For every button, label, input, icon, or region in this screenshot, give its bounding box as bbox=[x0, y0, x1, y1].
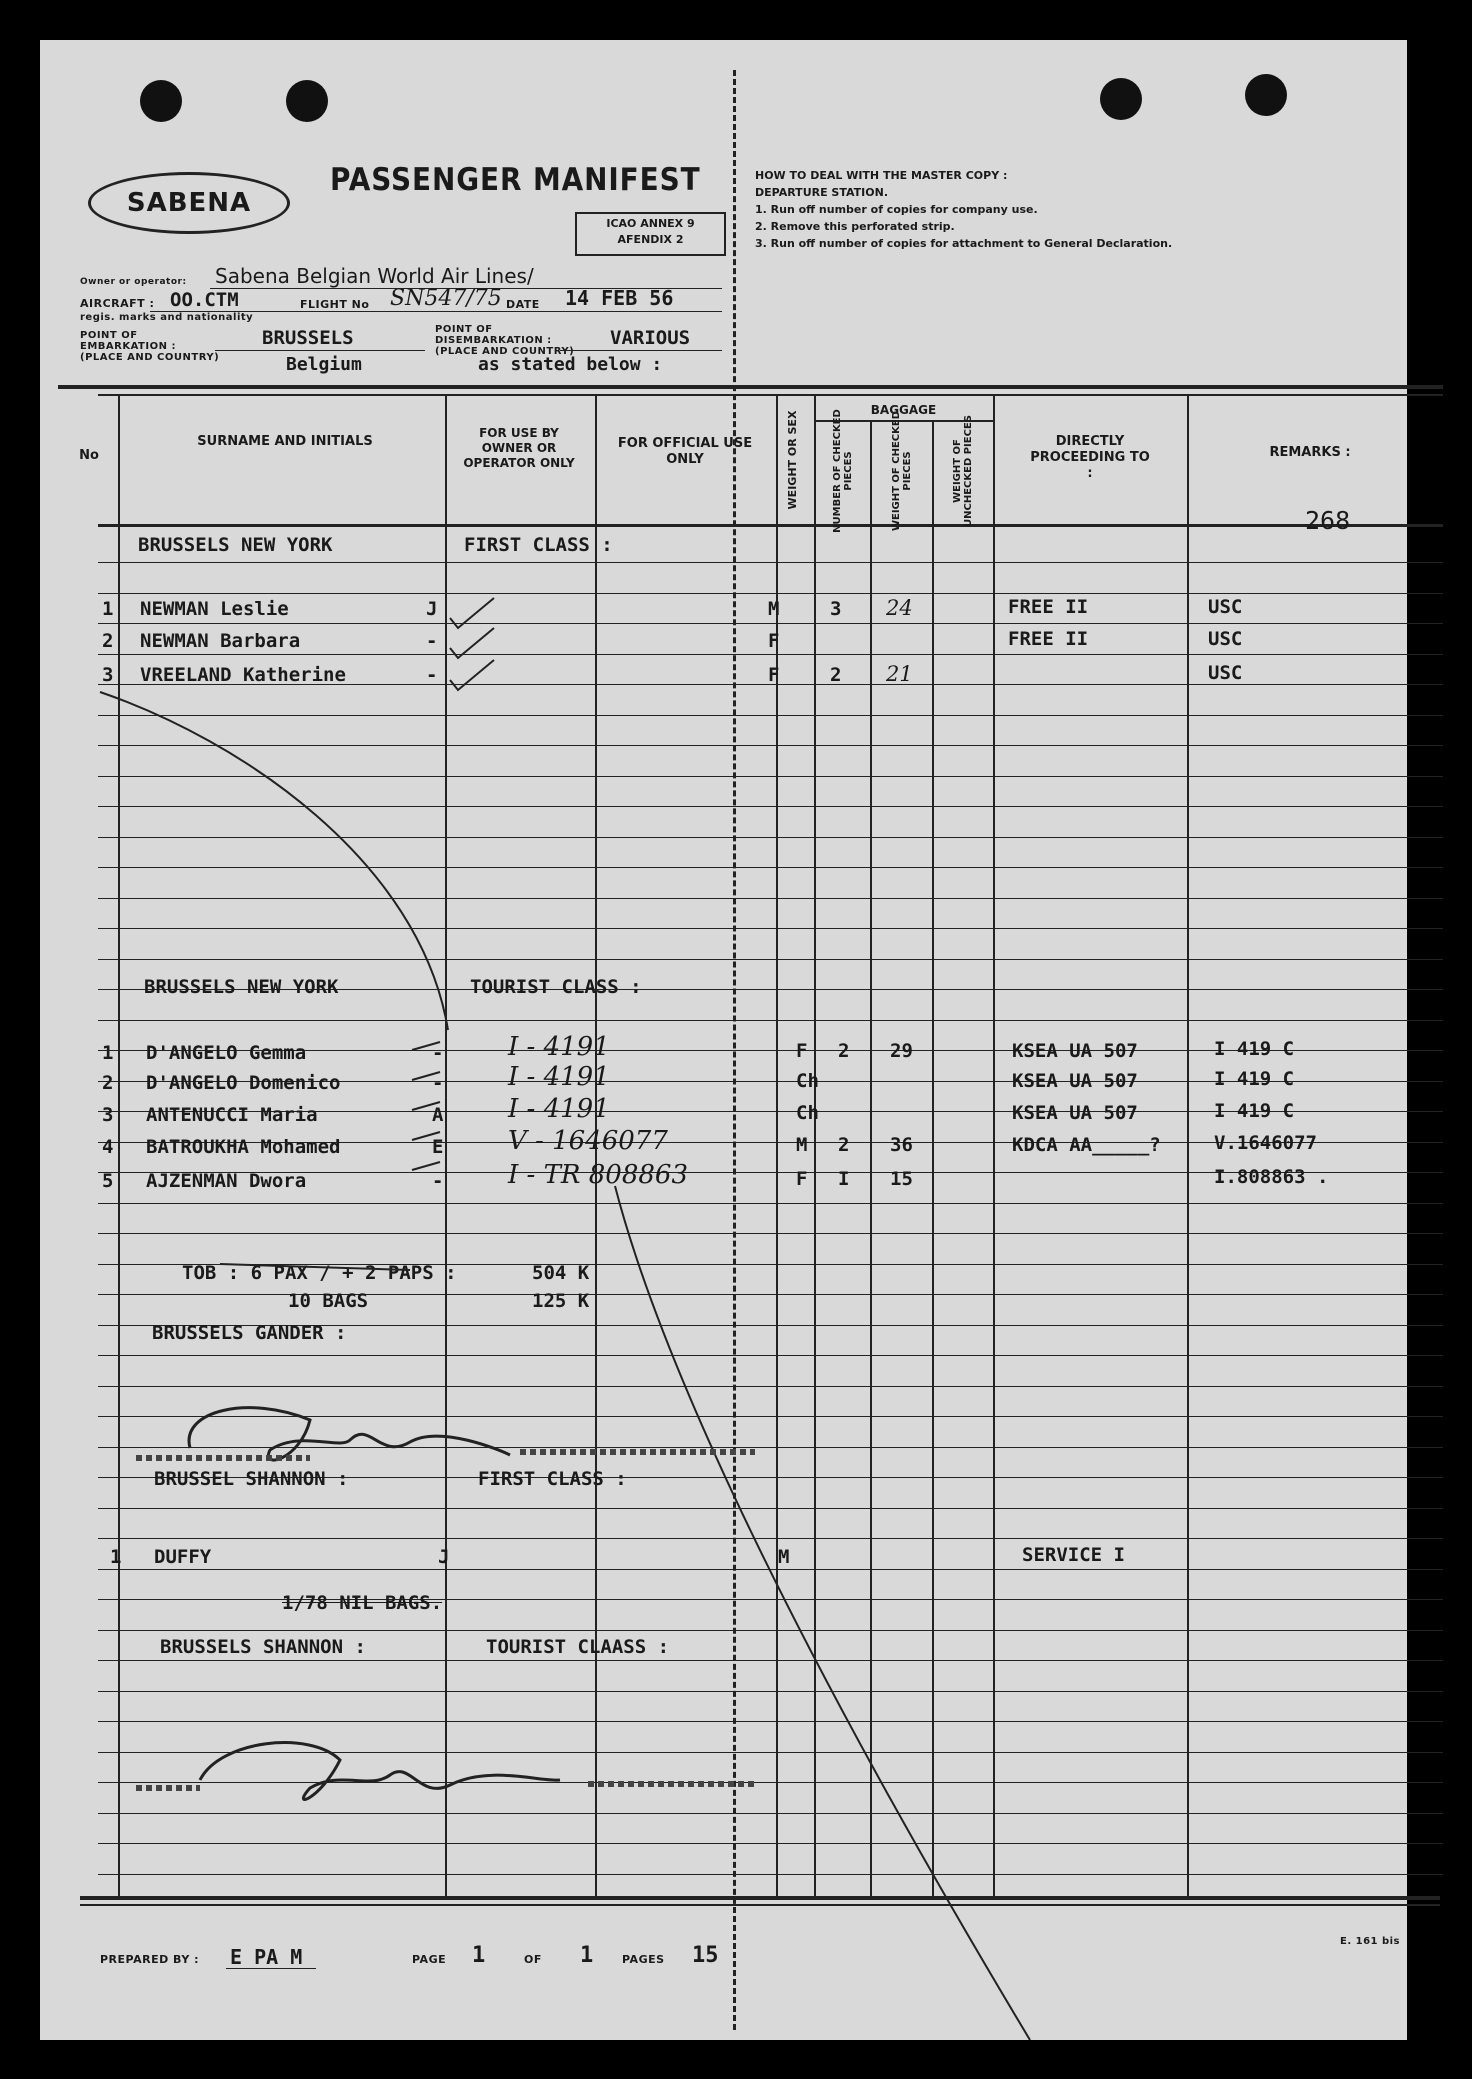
row-no: 1 bbox=[102, 598, 114, 620]
prepared-label: PREPARED BY : bbox=[100, 1953, 200, 1966]
checked-weight: 21 bbox=[886, 662, 913, 686]
page-label: PAGE bbox=[412, 1953, 447, 1966]
embark-label-1: POINT OF bbox=[80, 330, 138, 341]
passenger-name: D'ANGELO Domenico bbox=[146, 1072, 341, 1094]
logo-text: SABENA bbox=[126, 188, 252, 218]
strike-line bbox=[220, 1264, 410, 1270]
aircraft-label: AIRCRAFT : bbox=[80, 297, 155, 310]
icao-line2: AFENDIX 2 bbox=[617, 233, 684, 246]
checked-weight: 24 bbox=[886, 596, 913, 620]
form-code: E. 161 bis bbox=[1340, 1936, 1401, 1947]
strike-line bbox=[615, 1186, 1030, 2040]
nil-bags-note: 1/78 NIL BAGS. bbox=[282, 1592, 443, 1614]
passenger-name: NEWMAN Barbara bbox=[140, 630, 301, 652]
passenger-destination: FREE II bbox=[1008, 596, 1089, 618]
passenger-destination: KDCA AA_____? bbox=[1012, 1134, 1161, 1156]
checked-pieces: 3 bbox=[830, 598, 842, 620]
row-no: 1 bbox=[110, 1546, 122, 1568]
passenger-initial: - bbox=[432, 1042, 444, 1064]
embark-label-3: (PLACE AND COUNTRY) bbox=[80, 352, 220, 363]
col-surname: SURNAME AND INITIALS bbox=[197, 434, 373, 449]
checked-weight: 36 bbox=[890, 1134, 913, 1156]
passenger-sex: Ch bbox=[796, 1102, 819, 1124]
section-class: TOURIST CLASS : bbox=[470, 976, 642, 998]
embark-city: BRUSSELS bbox=[262, 327, 354, 349]
check-mark bbox=[450, 628, 494, 658]
row-no: 2 bbox=[102, 630, 114, 652]
official-number: V - 1646077 bbox=[508, 1126, 668, 1156]
col-num-checked: NUMBER OF CHECKED PIECES bbox=[832, 409, 854, 533]
row-no: 5 bbox=[102, 1170, 114, 1192]
checked-pieces: 2 bbox=[838, 1040, 850, 1062]
page-stamp-number: 268 bbox=[1305, 506, 1351, 535]
col-owner-use: FOR USE BY OWNER OR OPERATOR ONLY bbox=[463, 426, 575, 470]
prepared-value: E PA M bbox=[230, 1945, 303, 1969]
aircraft-value: OO.CTM bbox=[170, 289, 239, 311]
of-value: 1 bbox=[580, 1943, 594, 1968]
disembark-value: VARIOUS bbox=[610, 327, 691, 349]
passenger-initial: J bbox=[426, 598, 438, 620]
date-value: 14 FEB 56 bbox=[565, 286, 674, 310]
instruction-item: 1. Run off number of copies for company use. bbox=[755, 203, 1038, 216]
pages-label: PAGES bbox=[622, 1953, 665, 1966]
passenger-remarks: USC bbox=[1208, 628, 1243, 650]
section-route: BRUSSEL SHANNON : bbox=[154, 1468, 349, 1490]
pages-value: 15 bbox=[692, 1943, 719, 1968]
col-weight-unchecked: WEIGHT OF UNCHECKED PIECES bbox=[952, 415, 974, 527]
passenger-remarks: I 419 C bbox=[1214, 1038, 1295, 1060]
section-class: FIRST CLASS : bbox=[478, 1468, 627, 1490]
passenger-destination: KSEA UA 507 bbox=[1012, 1040, 1138, 1062]
flight-label: FLIGHT No bbox=[300, 298, 370, 311]
instructions-title: HOW TO DEAL WITH THE MASTER COPY : bbox=[755, 169, 1008, 182]
embark-country: Belgium bbox=[286, 354, 362, 375]
table-bottom-border bbox=[80, 1896, 1440, 1900]
checked-weight: 29 bbox=[890, 1040, 913, 1062]
passenger-initial: - bbox=[432, 1170, 444, 1192]
page-value: 1 bbox=[472, 1943, 486, 1968]
handwriting-overlay bbox=[40, 40, 1407, 2040]
passenger-sex: F bbox=[796, 1040, 808, 1062]
passenger-remarks: I 419 C bbox=[1214, 1068, 1295, 1090]
row-no: 2 bbox=[102, 1072, 114, 1094]
check-mark bbox=[450, 660, 494, 690]
passenger-remarks: I.808863 . bbox=[1214, 1166, 1329, 1188]
passenger-name: DUFFY bbox=[154, 1546, 212, 1568]
passenger-sex: F bbox=[768, 664, 780, 686]
passenger-remarks: USC bbox=[1208, 662, 1243, 684]
passenger-sex: M bbox=[778, 1546, 790, 1568]
official-number: I - 4191 bbox=[508, 1032, 610, 1062]
instruction-item: 2. Remove this perforated strip. bbox=[755, 220, 955, 233]
disembark-note: as stated below : bbox=[478, 354, 663, 375]
row-no: 1 bbox=[102, 1042, 114, 1064]
disembark-label-1: POINT OF bbox=[435, 324, 493, 335]
passenger-destination: KSEA UA 507 bbox=[1012, 1070, 1138, 1092]
col-proceeding: DIRECTLY PROCEEDING TO : bbox=[1030, 434, 1150, 481]
passenger-name: ANTENUCCI Maria bbox=[146, 1104, 318, 1126]
section-route: BRUSSELS SHANNON : bbox=[160, 1636, 366, 1658]
passenger-name: AJZENMAN Dwora bbox=[146, 1170, 307, 1192]
passenger-name: NEWMAN Leslie bbox=[140, 598, 289, 620]
passenger-initial: - bbox=[432, 1072, 444, 1094]
passenger-sex: M bbox=[796, 1134, 808, 1156]
table-bottom-border-2 bbox=[80, 1904, 1440, 1906]
checked-pieces: 2 bbox=[838, 1134, 850, 1156]
signature bbox=[200, 1743, 560, 1800]
passenger-name: D'ANGELO Gemma bbox=[146, 1042, 307, 1064]
passenger-initial: E bbox=[432, 1136, 444, 1158]
section-route: BRUSSELS NEW YORK bbox=[138, 534, 333, 556]
disembark-label-3: (PLACE AND COUNTRY) bbox=[435, 346, 575, 357]
totals-line1: TOB : 6 PAX / + 2 PAPS : bbox=[182, 1262, 457, 1284]
passenger-remarks: I 419 C bbox=[1214, 1100, 1295, 1122]
totals-line2-value: 125 K bbox=[532, 1290, 590, 1312]
passenger-destination: KSEA UA 507 bbox=[1012, 1102, 1138, 1124]
col-weight-checked: WEIGHT OF CHECKED PIECES bbox=[891, 410, 913, 532]
section-class: FIRST CLASS : bbox=[464, 534, 613, 556]
embark-label-2: EMBARKATION : bbox=[80, 341, 176, 352]
icao-line1: ICAO ANNEX 9 bbox=[606, 217, 695, 230]
passenger-name: BATROUKHA Mohamed bbox=[146, 1136, 341, 1158]
page-title: PASSENGER MANIFEST bbox=[330, 162, 701, 198]
passenger-initial: J bbox=[438, 1546, 450, 1568]
passenger-sex: F bbox=[796, 1168, 808, 1190]
passenger-name: VREELAND Katherine bbox=[140, 664, 346, 686]
row-no: 3 bbox=[102, 1104, 114, 1126]
of-label: OF bbox=[524, 1953, 542, 1966]
manifest-sheet bbox=[40, 40, 1407, 2040]
row-no: 4 bbox=[102, 1136, 114, 1158]
regis-label: regis. marks and nationality bbox=[80, 312, 254, 323]
official-number: I - 4191 bbox=[508, 1062, 610, 1092]
strike-line bbox=[100, 692, 448, 1030]
owner-value: Sabena Belgian World Air Lines/ bbox=[215, 264, 534, 288]
col-remarks: REMARKS : bbox=[1269, 445, 1351, 460]
passenger-sex: M bbox=[768, 598, 780, 620]
section-class: TOURIST CLAASS : bbox=[486, 1636, 670, 1658]
passenger-initial: A bbox=[432, 1104, 444, 1126]
checked-pieces: 2 bbox=[830, 664, 842, 686]
official-number: I - TR 808863 bbox=[508, 1160, 689, 1190]
section-route: BRUSSELS GANDER : bbox=[152, 1322, 347, 1344]
passenger-destination: FREE II bbox=[1008, 628, 1089, 650]
passenger-remarks: V.1646077 bbox=[1214, 1132, 1317, 1154]
passenger-sex: F bbox=[768, 630, 780, 652]
row-no: 3 bbox=[102, 664, 114, 686]
passenger-initial: - bbox=[426, 630, 438, 652]
prepared-underline bbox=[226, 1968, 316, 1969]
col-no: No bbox=[79, 448, 99, 463]
disembark-label-2: DISEMBARKATION : bbox=[435, 335, 552, 346]
totals-line1-value: 504 K bbox=[532, 1262, 590, 1284]
instruction-item: 3. Run off number of copies for attachment to General Declaration. bbox=[755, 237, 1173, 250]
date-label: DATE bbox=[506, 298, 540, 311]
checked-weight: 15 bbox=[890, 1168, 913, 1190]
instructions-subtitle: DEPARTURE STATION. bbox=[755, 186, 888, 199]
check-mark bbox=[450, 598, 494, 628]
flight-value: SN547/75 bbox=[390, 286, 502, 311]
official-number: I - 4191 bbox=[508, 1094, 610, 1124]
owner-label: Owner or operator: bbox=[80, 277, 187, 287]
passenger-initial: - bbox=[426, 664, 438, 686]
col-baggage: BAGGAGE bbox=[870, 403, 937, 417]
passenger-sex: Ch bbox=[796, 1070, 819, 1092]
passenger-destination: SERVICE I bbox=[1022, 1544, 1125, 1566]
checked-pieces: I bbox=[838, 1168, 850, 1190]
col-weight-sex: WEIGHT OR SEX bbox=[786, 410, 799, 510]
totals-line2: 10 BAGS bbox=[288, 1290, 369, 1312]
section-route: BRUSSELS NEW YORK bbox=[144, 976, 339, 998]
signature bbox=[189, 1408, 510, 1460]
col-official-use: FOR OFFICIAL USE ONLY bbox=[617, 436, 753, 467]
passenger-remarks: USC bbox=[1208, 596, 1243, 618]
